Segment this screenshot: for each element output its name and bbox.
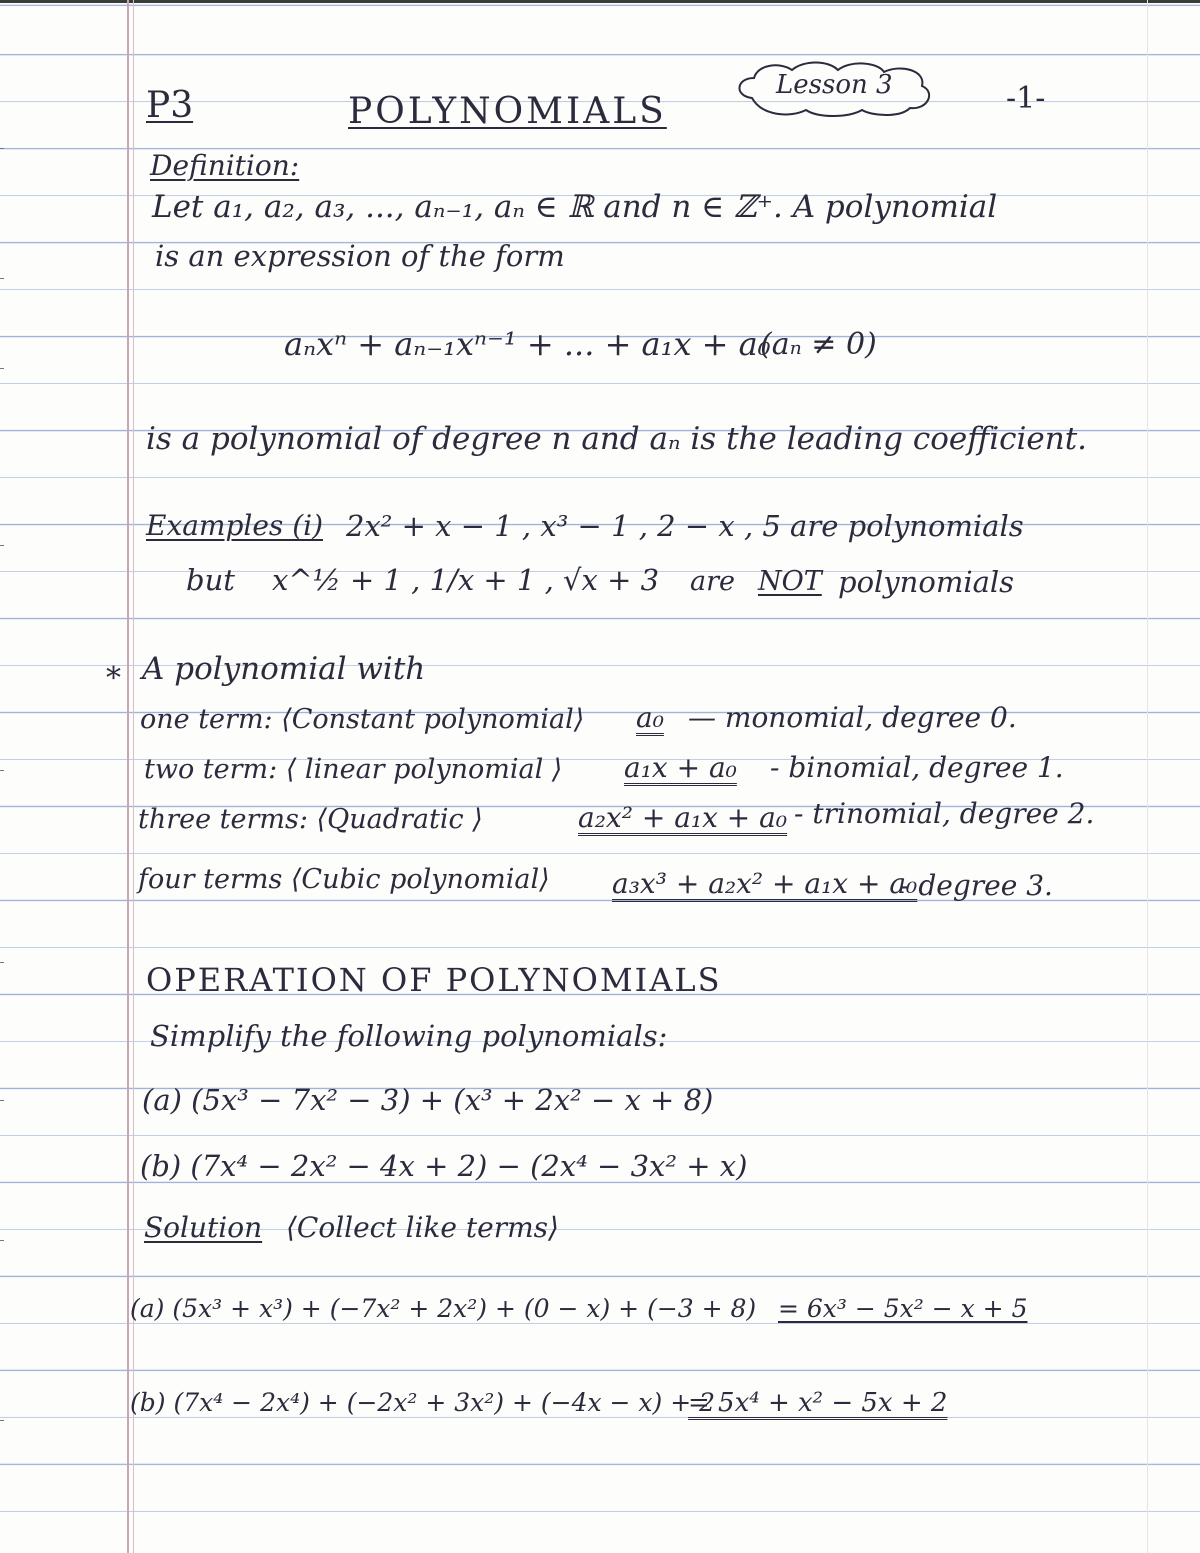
term-two-desc: - binomial, degree 1. <box>770 751 1064 784</box>
page-title: POLYNOMIALS <box>348 91 667 132</box>
lesson-label: Lesson 3 <box>776 70 893 100</box>
solution-a-steps: (a) (5x³ + x³) + (−7x² + 2x²) + (0 − x) + (−3 + 8) <box>130 1294 757 1323</box>
term-one-desc: — monomial, degree 0. <box>688 701 1017 734</box>
term-two-label: two term: ⟨ linear polynomial ⟩ <box>144 754 563 785</box>
solution-b-steps: (b) (7x⁴ − 2x⁴) + (−2x² + 3x²) + (−4x − x) + 2 <box>130 1388 716 1417</box>
page-top-edge <box>0 0 1200 3</box>
page-number: -1- <box>1006 81 1046 116</box>
operation-instruction: Simplify the following polynomials: <box>150 1019 668 1053</box>
examples-line-2-end: polynomials <box>838 565 1015 599</box>
term-three-expr: a₂x² + a₁x + a₀ <box>578 801 788 834</box>
solution-note: ⟨Collect like terms⟩ <box>286 1211 559 1244</box>
term-two-expr: a₁x + a₀ <box>624 751 737 784</box>
definition-heading: Definition: <box>150 149 300 182</box>
course-code: P3 <box>146 85 194 126</box>
term-three-desc: - trinomial, degree 2. <box>794 797 1095 830</box>
term-one-expr: a₀ <box>636 701 664 734</box>
operation-heading: OPERATION OF POLYNOMIALS <box>146 961 722 999</box>
term-three-label: three terms: ⟨Quadratic ⟩ <box>138 804 483 835</box>
term-four-expr: a₃x³ + a₂x² + a₁x + a₀ <box>612 867 918 900</box>
definition-line-1: Let a₁, a₂, a₃, ..., aₙ₋₁, aₙ ∈ ℝ and n ∈ ℤ⁺. A polynomial <box>152 189 998 225</box>
terms-intro: A polynomial with <box>142 651 426 687</box>
star-bullet-icon: * <box>106 661 121 696</box>
examples-line-1: 2x² + x − 1 , x³ − 1 , 2 − x , 5 are polynomials <box>346 509 1024 543</box>
not-emphasis: NOT <box>758 566 822 597</box>
term-four-label: four terms ⟨Cubic polynomial⟩ <box>138 864 550 895</box>
examples-line-2-prefix: but <box>186 563 235 597</box>
solution-b-result: = 5x⁴ + x² − 5x + 2 <box>688 1388 948 1418</box>
solution-label: Solution <box>144 1211 263 1244</box>
polynomial-general-form: aₙxⁿ + aₙ₋₁xⁿ⁻¹ + ... + a₁x + a₀ <box>284 325 771 363</box>
binding-marks <box>0 0 8 1553</box>
lesson-badge <box>732 58 938 118</box>
solution-a-result: = 6x³ − 5x² − x + 5 <box>778 1294 1028 1323</box>
definition-line-3: is a polynomial of degree n and aₙ is the leading coefficient. <box>146 421 1088 457</box>
examples-line-2: x^½ + 1 , 1/x + 1 , √x + 3 <box>272 563 660 597</box>
term-one-label: one term: ⟨Constant polynomial⟩ <box>140 704 585 735</box>
term-four-desc: - degree 3. <box>900 869 1053 902</box>
definition-line-2: is an expression of the form <box>155 239 565 273</box>
examples-label: Examples (i) <box>146 509 323 542</box>
leading-condition: (aₙ ≠ 0) <box>760 327 877 362</box>
margin-line <box>127 0 129 1553</box>
problem-a: (a) (5x³ − 7x² − 3) + (x³ + 2x² − x + 8) <box>142 1083 714 1117</box>
problem-b: (b) (7x⁴ − 2x² − 4x + 2) − (2x⁴ − 3x² + x) <box>140 1149 748 1183</box>
page-right-edge <box>1147 0 1148 1553</box>
examples-line-2-are: are <box>690 566 735 597</box>
